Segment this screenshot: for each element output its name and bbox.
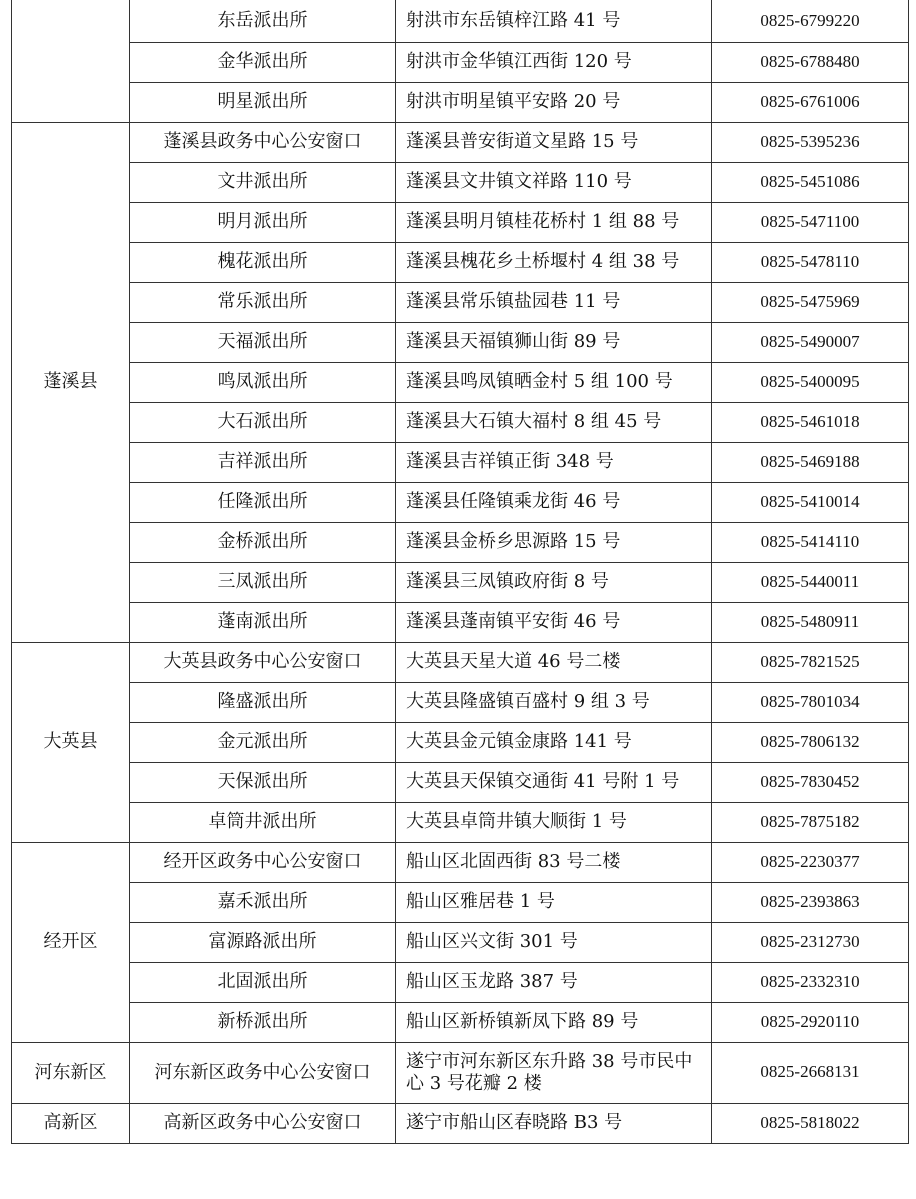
office-name: 槐花派出所 — [130, 242, 396, 282]
office-name: 金华派出所 — [130, 42, 396, 82]
office-phone: 0825-5480911 — [712, 602, 909, 642]
office-address: 大英县天保镇交通街 41 号附 1 号 — [396, 762, 712, 802]
office-address: 大英县天星大道 46 号二楼 — [396, 642, 712, 682]
office-name: 天福派出所 — [130, 322, 396, 362]
table-row — [12, 362, 909, 402]
office-phone: 0825-5469188 — [712, 442, 909, 482]
office-name: 经开区政务中心公安窗口 — [130, 842, 396, 882]
office-name: 高新区政务中心公安窗口 — [130, 1103, 396, 1143]
office-name: 北固派出所 — [130, 962, 396, 1002]
office-name: 富源路派出所 — [130, 922, 396, 962]
office-phone: 0825-5400095 — [712, 362, 909, 402]
office-phone: 0825-5440011 — [712, 562, 909, 602]
office-address: 船山区北固西街 83 号二楼 — [396, 842, 712, 882]
office-name: 三凤派出所 — [130, 562, 396, 602]
table-row — [12, 802, 909, 842]
office-phone: 0825-5451086 — [712, 162, 909, 202]
office-phone: 0825-7821525 — [712, 642, 909, 682]
office-address: 蓬溪县文井镇文祥路 110 号 — [396, 162, 712, 202]
table-row — [12, 0, 909, 42]
table-row — [12, 282, 909, 322]
office-name: 金桥派出所 — [130, 522, 396, 562]
office-name: 蓬南派出所 — [130, 602, 396, 642]
table-row — [12, 1042, 909, 1103]
office-phone: 0825-6799220 — [712, 0, 909, 42]
office-address: 大英县卓筒井镇大顺街 1 号 — [396, 802, 712, 842]
office-address: 蓬溪县大石镇大福村 8 组 45 号 — [396, 402, 712, 442]
district-cell — [12, 0, 130, 122]
office-phone: 0825-5414110 — [712, 522, 909, 562]
office-phone: 0825-2230377 — [712, 842, 909, 882]
office-phone: 0825-5471100 — [712, 202, 909, 242]
office-phone: 0825-5478110 — [712, 242, 909, 282]
office-address: 蓬溪县槐花乡土桥堰村 4 组 38 号 — [396, 242, 712, 282]
office-name: 卓筒井派出所 — [130, 802, 396, 842]
office-name: 明月派出所 — [130, 202, 396, 242]
table-row — [12, 722, 909, 762]
table-row — [12, 682, 909, 722]
table-row — [12, 1103, 909, 1143]
office-address: 射洪市金华镇江西街 120 号 — [396, 42, 712, 82]
office-phone: 0825-7801034 — [712, 682, 909, 722]
office-name: 蓬溪县政务中心公安窗口 — [130, 122, 396, 162]
office-address: 射洪市东岳镇梓江路 41 号 — [396, 0, 712, 42]
table-row — [12, 202, 909, 242]
office-address: 蓬溪县金桥乡思源路 15 号 — [396, 522, 712, 562]
office-address: 蓬溪县任隆镇乘龙街 46 号 — [396, 482, 712, 522]
office-address: 船山区新桥镇新凤下路 89 号 — [396, 1002, 712, 1042]
office-name: 大石派出所 — [130, 402, 396, 442]
table-row — [12, 42, 909, 82]
district-cell: 经开区 — [12, 842, 130, 1042]
office-address: 船山区雅居巷 1 号 — [396, 882, 712, 922]
office-name: 明星派出所 — [130, 82, 396, 122]
office-name: 隆盛派出所 — [130, 682, 396, 722]
table-row — [12, 522, 909, 562]
office-name: 天保派出所 — [130, 762, 396, 802]
office-phone: 0825-2920110 — [712, 1002, 909, 1042]
office-address: 蓬溪县明月镇桂花桥村 1 组 88 号 — [396, 202, 712, 242]
police-office-table — [11, 0, 909, 1144]
office-address: 蓬溪县蓬南镇平安街 46 号 — [396, 602, 712, 642]
office-name: 金元派出所 — [130, 722, 396, 762]
office-phone: 0825-7806132 — [712, 722, 909, 762]
office-phone: 0825-5475969 — [712, 282, 909, 322]
office-phone: 0825-2312730 — [712, 922, 909, 962]
office-phone: 0825-2393863 — [712, 882, 909, 922]
office-address: 蓬溪县鸣凤镇晒金村 5 组 100 号 — [396, 362, 712, 402]
office-address: 船山区兴文街 301 号 — [396, 922, 712, 962]
table-row — [12, 642, 909, 682]
office-name: 嘉禾派出所 — [130, 882, 396, 922]
office-address: 船山区玉龙路 387 号 — [396, 962, 712, 1002]
office-phone: 0825-6788480 — [712, 42, 909, 82]
office-phone: 0825-7830452 — [712, 762, 909, 802]
office-address: 射洪市明星镇平安路 20 号 — [396, 82, 712, 122]
office-phone: 0825-5410014 — [712, 482, 909, 522]
table-row — [12, 122, 909, 162]
office-address: 蓬溪县吉祥镇正街 348 号 — [396, 442, 712, 482]
office-phone: 0825-5490007 — [712, 322, 909, 362]
office-name: 文井派出所 — [130, 162, 396, 202]
table-row — [12, 882, 909, 922]
office-phone: 0825-6761006 — [712, 82, 909, 122]
table-row — [12, 482, 909, 522]
office-phone: 0825-5461018 — [712, 402, 909, 442]
office-address: 蓬溪县普安街道文星路 15 号 — [396, 122, 712, 162]
office-address: 大英县隆盛镇百盛村 9 组 3 号 — [396, 682, 712, 722]
office-name: 东岳派出所 — [130, 0, 396, 42]
office-phone: 0825-2332310 — [712, 962, 909, 1002]
table-row — [12, 402, 909, 442]
district-cell: 大英县 — [12, 642, 130, 842]
table-row — [12, 1002, 909, 1042]
table-row — [12, 242, 909, 282]
office-name: 常乐派出所 — [130, 282, 396, 322]
office-address: 蓬溪县天福镇狮山街 89 号 — [396, 322, 712, 362]
table-row — [12, 442, 909, 482]
office-address: 蓬溪县常乐镇盐园巷 11 号 — [396, 282, 712, 322]
table-row — [12, 562, 909, 602]
office-address: 遂宁市河东新区东升路 38 号市民中心 3 号花瓣 2 楼 — [396, 1042, 712, 1103]
office-name: 大英县政务中心公安窗口 — [130, 642, 396, 682]
table-row — [12, 962, 909, 1002]
office-phone: 0825-2668131 — [712, 1042, 909, 1103]
table-row — [12, 82, 909, 122]
office-phone: 0825-5818022 — [712, 1103, 909, 1143]
table-row — [12, 922, 909, 962]
office-address: 蓬溪县三凤镇政府街 8 号 — [396, 562, 712, 602]
table-row — [12, 762, 909, 802]
office-name: 鸣凤派出所 — [130, 362, 396, 402]
office-address: 遂宁市船山区春晓路 B3 号 — [396, 1103, 712, 1143]
office-address: 大英县金元镇金康路 141 号 — [396, 722, 712, 762]
table-row — [12, 602, 909, 642]
office-name: 任隆派出所 — [130, 482, 396, 522]
district-cell: 高新区 — [12, 1103, 130, 1143]
office-name: 新桥派出所 — [130, 1002, 396, 1042]
office-name: 河东新区政务中心公安窗口 — [130, 1042, 396, 1103]
table-row — [12, 842, 909, 882]
office-phone: 0825-7875182 — [712, 802, 909, 842]
office-name: 吉祥派出所 — [130, 442, 396, 482]
table-row — [12, 162, 909, 202]
table-row — [12, 322, 909, 362]
district-cell: 河东新区 — [12, 1042, 130, 1103]
district-cell: 蓬溪县 — [12, 122, 130, 642]
office-phone: 0825-5395236 — [712, 122, 909, 162]
